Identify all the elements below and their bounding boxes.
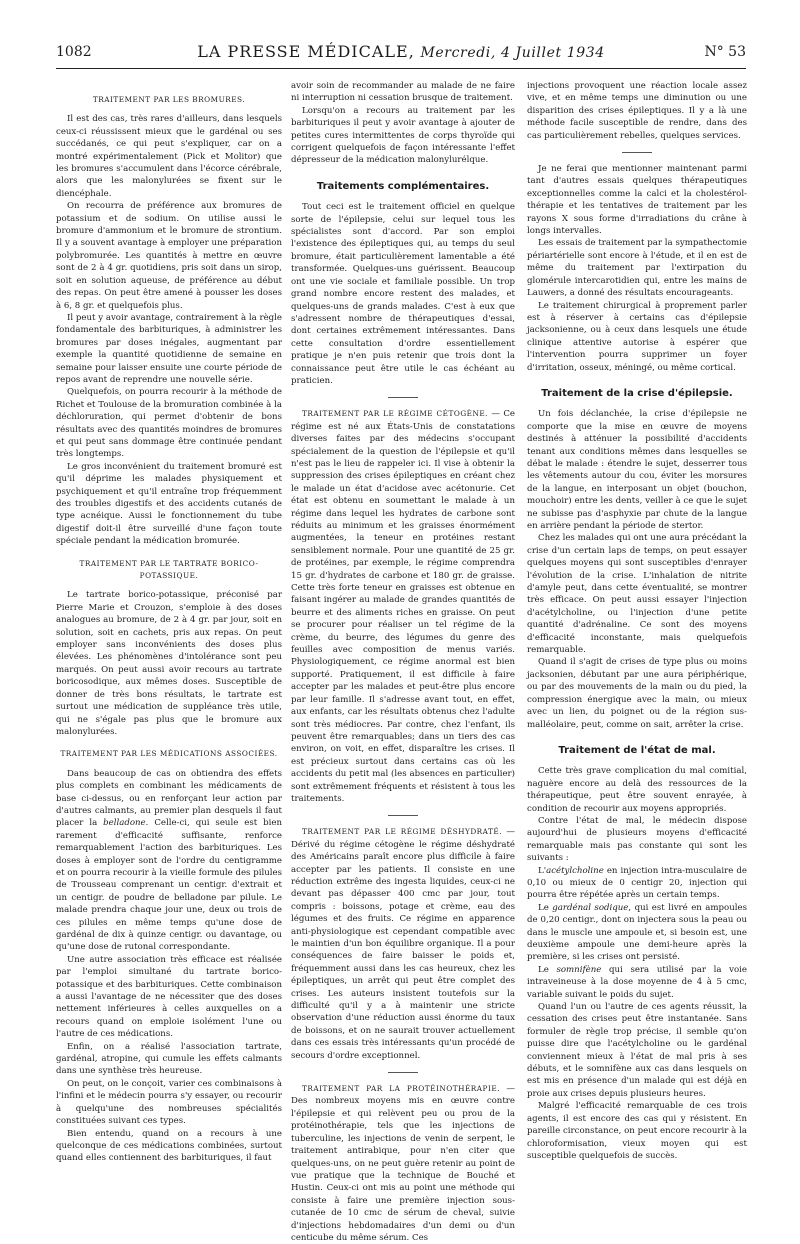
text-run: — Ce régime est né aux États-Unis de constatations diverses faites par des médecins s'occupant spécialement de la question de l'épilepsie et qu'il n'est pas le lieu de rappeler ici. Il vise à obtenir la suppression des crises épileptiques en créant chez le malade un état d'acidose avec acétonurie. Cet état est obtenu en soumettant le malade à un régime dans lequel les hydrates de carbone sont réduits au minimum et les graisses énormément augmentées, la teneur en protéines restant sensiblement normale. Pour une quantité de 25 gr. de protéines, par exemple, le régime comprendra 15 gr. d'hydrates de carbone et 180 gr. de graisse. Cette très forte teneur en graisses est obtenue en faisant ingérer au malade de grandes quantités de beurre et des aliments riches en graisse. On peut se procurer pour réaliser un tel régime de la crème, du beurre, des légumes du genre des feuilles avec composition de menus variés. Physiologiquement, ce régime anormal est bien supporté. Pratiquement, il est difficile à faire accepter par les malades et peut-être plus encore par leur famille. Il s'adresse avant tout, en effet, aux enfants, car les résultats obtenus chez l'adulte sont très médiocres. Par contre, chez l'enfant, ils peuvent être remarquables; dans un tiers des cas environ, on voit, en effet, disparaître les crises. Il est précieux surtout dans certains cas où les accidents du petit mal (les absences en particulier) sont extrêmement fréquents et résistent à tous les traitements.	[291, 409, 515, 804]
paragraph: Il est des cas, très rares d'ailleurs, dans lesquels ceux-ci réussissent mieux que le gardénal ou ses succédanés, ce qui peut s'expliquer, car on a montré expérimentalement (Pick et Molitor) que les bromures s'accumulent dans l'écorce cérébrale, alors que les malonylurées se fixent sur le diencéphale.	[56, 114, 282, 199]
emphasis: acétylcholine	[546, 865, 604, 876]
paragraph: Bien entendu, quand on a recours à une quelconque de ces médications combinées, surtout quand elles contiennent des barbituriques, il faut	[56, 1128, 282, 1164]
paragraph: Le gros inconvénient du traitement bromuré est qu'il déprime les malades physiquement et psychiquement et qu'il entraîne trop fréquemment des troubles digestifs et des accidents cutanés de type acnéique. Aussi le fonctionnement du tube digestif doit-il être surveillé d'une façon toute spéciale pendant la médication bromurée.	[56, 461, 282, 547]
paragraph	[527, 964, 747, 1001]
paragraph: On recourra de préférence aux bromures de potassium et de sodium. On utilise aussi le bromure d'ammonium et le bromure de strontium. Il y a souvent avantage à employer une préparation polybromurée. Les quantités à mettre en œuvre sont de 2 à 4 gr. quotidiens, pris soit dans un sirop, soit en solution aqueuse, de préférence au début des repas. On peut être amené à pousser les doses à 6, 8 gr. et quelquefois plus.	[56, 201, 282, 311]
section-heading-traitements-complementaires: Traitements complémentaires.	[316, 180, 490, 192]
page-number: 1082	[56, 44, 92, 60]
text-run: Dans beaucoup de cas on obtiendra des effets plus complets en combinant les médicaments de base ci-dessus, ou en renforçant leur action par d'autres calmants, au premier plan desquels il faut placer la	[56, 768, 282, 829]
divider	[622, 152, 652, 153]
emphasis: belladone	[103, 818, 146, 829]
paragraph	[527, 865, 747, 902]
paragraph	[527, 902, 747, 964]
paragraph	[291, 408, 515, 805]
run-in-heading: TRAITEMENT PAR LA PROTÉINOTHÉRAPIE.	[302, 1084, 500, 1094]
text-run: qui sera utilisé par la voie intraveineuse à la dose moyenne de 4 à 5 cmc, variable suivant le poids du sujet.	[527, 964, 747, 1000]
paragraph	[291, 1083, 515, 1244]
issue-number: N° 53	[704, 44, 746, 60]
paragraph: Une autre association très efficace est réalisée par l'emploi simultané du tartrate borico-potassique et des barbituriques. Cette combinaison a aussi l'avantage de ne nécessiter que des doses nettement inférieures à celles auxquelles on a recours quand on emploie isolément l'une ou l'autre de ces médications.	[56, 954, 282, 1040]
text-run: L'	[538, 865, 547, 876]
paragraph: Malgré l'efficacité remarquable de ces trois agents, il est encore des cas qui y résistent. En pareille circonstance, on peut encore recourir à la chloroformisation, vieux moyen qui est susceptible quelquefois de succès.	[527, 1101, 747, 1161]
paragraph	[291, 826, 515, 1062]
text-run: — Des nombreux moyens mis en œuvre contre l'épilepsie et qui relèvent peu ou prou de la protéinothérapie, tels que les injections de tuberculine, les injections de venin de serpent, le traitement antirabique, pour n'en citer que quelques-uns, on ne peut guère retenir au point de vue pratique que la technique de Bouché et Hustin. Ceux-ci ont mis au point une méthode qui consiste à faire une première injection sous-cutanée de 10 cmc de sérum de cheval, suivie d'injections hebdomadaires d'un demi ou d'un centicube du même sérum. Ces	[291, 1084, 515, 1243]
run-in-heading: TRAITEMENT PAR LE RÉGIME CÉTOGÈNE.	[302, 409, 489, 419]
paragraph: Le traitement chirurgical à proprement parler est à réserver à certains cas d'épilepsie jacksonienne, ou à ceux dans lesquels une étude clinique attentive autorise à espérer que l'intervention pourra supprimer un foyer d'irritation, osseux, méningé, ou même cortical.	[527, 300, 747, 373]
text-run: — Dérivé du régime cétogène le régime déshydraté des Américains paraît encore plus difficile à faire accepter par les patients. Il consiste en une réduction extrême des ingesta liquides, ceux-ci ne devant pas dépasser 400 cmc par jour, tout compris : boissons, potage et crème, eau des légumes et des fruits. Ce régime en apparence anti-physiologique est cependant compatible avec le maintien d'un bon équilibre organique. Il a pour conséquences de faire baisser le poids et, fréquemment aussi dans les cas heureux, chez les épileptiques, un arrêt qui peut être complet des crises. Les auteurs insistent toutefois sur la difficulté qu'il y a à maintenir une stricte observation d'une réduction aussi énorme du taux de boissons, et on ne saurait trouver actuellement dans ces essais très intéressants qu'un procédé de secours d'ordre exceptionnel.	[291, 827, 515, 1061]
paragraph: Quand il s'agit de crises de type plus ou moins jacksonien, débutant par une aura périphérique, ou par des mouvements de la main ou du pied, la compression énergique avec la main, ou mieux avec un lien, du poignet ou de la région sus-malléolaire, peut, comme on sait, arrêter la crise.	[527, 657, 747, 730]
running-header	[56, 40, 746, 69]
text-run: . Celle-ci, qui seule est bien rarement d'efficacité suffisante, renforce remarquablement l'action des barbituriques. Les doses à employer sont de l'ordre du centigramme et on pourra recourir à la vieille formule des pilules de Trousseau comprenant un centigr. d'extrait et un centigr. de poudre de belladone par pilule. Le malade prendra chaque jour une, deux ou trois de ces pilules en même temps qu'une dose de gardénal de dix à quinze centigr. ou davantage, ou qu'une dose de rutonal correspondante.	[56, 818, 282, 953]
paragraph: Lorsqu'on a recours au traitement par les barbituriques il peut y avoir avantage à ajouter de petites cures intermittentes de corps thyroïde qui corrigent quelquefois de façon intéressante l'effet dépresseur de la médication malonylurélque.	[291, 105, 515, 166]
paragraph: Quand l'un ou l'autre de ces agents réussit, la cessation des crises peut être instantanée. Sans formuler de règle trop précise, il semble qu'on puisse dire que l'acétylcholine ou le gardénal conviennent mieux à l'état de mal pris à ses débuts, et le somnifène aux cas dans lesquels on est mis en présence d'un malade qui est déjà en proie aux crises depuis plusieurs heures.	[527, 1002, 747, 1099]
text-run: Le	[538, 964, 557, 975]
running-title	[56, 42, 746, 61]
text-run: Le	[538, 902, 553, 913]
publication-name: LA PRESSE MÉDICALE,	[197, 42, 415, 61]
paragraph: Je ne ferai que mentionner maintenant parmi tant d'autres essais quelques thérapeutiques exceptionnelles comme la calci et la cholestérol-thérapie et les tentatives de traitement par les rayons X sous forme d'irradiations du crâne à longs intervalles.	[527, 164, 747, 237]
paragraph: Le tartrate borico-potassique, préconisé par Pierre Marie et Crouzon, s'emploie à des doses analogues au bromure, de 2 à 4 gr. par jour, soit en solution, soit en cachets, pris aux repas. On peut employer sans inconvénients des doses plus élevées. Les phénomènes d'intolérance sont peu marqués. On peut aussi avoir recours au tartrate boricosodique, aux mêmes doses. Susceptible de donner de très bons résultats, le tartrate est surtout une médication de suppléance très utile, qui ne s'égale pas plus que le bromure aux malonylurées.	[56, 590, 282, 737]
paragraph: Chez les malades qui ont une aura précédant la crise d'un certain laps de temps, on peut essayer quelques moyens qui sont susceptibles d'enrayer l'évolution de la crise. L'inhalation de nitrite d'amyle peut, dans cette éventualité, se montrer très efficace. On peut aussi essayer l'injection d'acétylcholine, ou l'injection d'une petite quantité d'adrénaline. Ce sont des moyens d'efficacité inconstante, mais quelquefois remarquable.	[527, 533, 747, 656]
paragraph: avoir soin de recommander au malade de ne faire ni interruption ni cessation brusque de traitement.	[291, 81, 515, 104]
section-heading-crise-epilepsie: Traitement de la crise d'épilepsie.	[541, 387, 733, 399]
paragraph: Enfin, on a réalisé l'association tartrate, gardénal, atropine, qui cumule les effets calmants dans une synthèse très heureuse.	[56, 1041, 282, 1077]
paragraph: Quelquefois, on pourra recourir à la méthode de Richet et Toulouse de la bromuration combinée à la déchloruration, qui permet d'obtenir de bons résultats avec des quantités moindres de bromures et qui peut sans dommage être continuée pendant très longtemps.	[56, 387, 282, 460]
issue-date: Mercredi, 4 Juillet 1934	[420, 45, 605, 61]
subheading-tartrate: TRAITEMENT PAR LE TARTRATE BORICO-POTASSIQUE.	[79, 558, 259, 581]
subheading-medications-associees: TRAITEMENT PAR LES MÉDICATIONS ASSOCIÉES.	[60, 749, 278, 759]
paragraph: Cette très grave complication du mal comitial, naguère encore au delà des ressources de la thérapeutique, peut être souvent enrayée, à condition de recourir aux moyens appropriés.	[527, 766, 747, 814]
column-2	[291, 80, 515, 1243]
paragraph: Un fois déclanchée, la crise d'épilepsie ne comporte que la mise en œuvre de moyens destinés à atténuer la possibilité d'accidents tenant aux conditions mêmes dans lesquelles se débat le malade : étendre le sujet, desserrer tous les vêtements autour du cou, éviter les morsures de la langue, en interposant un objet (bouchon, mouchoir) entre les dents, veiller à ce que le sujet ne subisse pas d'asphyxie par chute de la langue en arrière pendant la période de stertor.	[527, 409, 747, 531]
text-run: en injection intra-musculaire de 0,10 ou mieux de 0 centigr 20, injection qui pourra être répétée après un certain temps.	[527, 865, 747, 901]
run-in-heading: TRAITEMENT PAR LE RÉGIME DÉSHYDRATÉ.	[302, 827, 503, 837]
paragraph: injections provoquent une réaction locale assez vive, et en même temps une diminution ou une disparition des crises épileptiques. Il y a là une méthode facile susceptible de rendre, dans des cas particulièrement rebelles, quelques services.	[527, 81, 747, 141]
column-1	[56, 80, 282, 1164]
paragraph	[56, 768, 282, 954]
divider	[388, 1072, 418, 1073]
paragraph: Contre l'état de mal, le médecin dispose aujourd'hui de plusieurs moyens d'efficacité remarquable mais pas constante qui sont les suivants :	[527, 815, 747, 864]
paragraph: Il peut y avoir avantage, contrairement à la règle fondamentale des barbituriques, à administrer les bromures par doses inégales, augmentant par exemple la quantité quotidienne de semaine en semaine pour laisser ensuite une courte période de repos avant de reprendre une nouvelle série.	[56, 312, 282, 385]
subheading-bromures: TRAITEMENT PAR LES BROMURES.	[92, 95, 246, 104]
text-run: , qui est livré en ampoules de 0,20 centigr., dont on injectera sous la peau ou dans le muscle une ampoule et, si besoin est, une deuxième ampoule une demi-heure après la première, si les crises ont persisté.	[527, 902, 747, 963]
section-heading-etat-de-mal: Traitement de l'état de mal.	[558, 744, 716, 756]
emphasis: somnifène	[556, 964, 602, 975]
divider	[388, 397, 418, 398]
divider	[388, 815, 418, 816]
emphasis: gardénal sodique	[552, 902, 629, 913]
paragraph: Les essais de traitement par la sympathectomie périartérielle sont encore à l'étude, et il en est de même du traitement par l'extirpation du glomérule intercarotidien qui, entre les mains de Lauwers, a donné des résultats encourageants.	[527, 238, 747, 299]
paragraph: Tout ceci est le traitement officiel en quelque sorte de l'épilepsie, celui sur lequel tous les spécialistes sont d'accord. Par son emploi l'existence des épileptiques qui, au temps du seul bromure, était particulièrement lamentable a été transformée. Quelques-uns guérissent. Beaucoup ont une vie sociale et familiale possible. Un trop grand nombre encore restent des malades, et quelques-uns de grands malades. C'est à eux que s'adressent nombre de thérapeutiques d'essai, dont certaines extrêmement intéressantes. Dans cette consultation d'ordre essentiellement pratique je n'en puis retenir que trois dont la connaissance peut être utile le cas échéant au praticien.	[291, 202, 515, 386]
column-3	[527, 80, 747, 1161]
paragraph: On peut, on le conçoit, varier ces combinaisons à l'infini et le médecin pourra s'y essayer, ou recourir à quelqu'une des nombreuses spécialités constituées suivant ces types.	[56, 1078, 282, 1127]
